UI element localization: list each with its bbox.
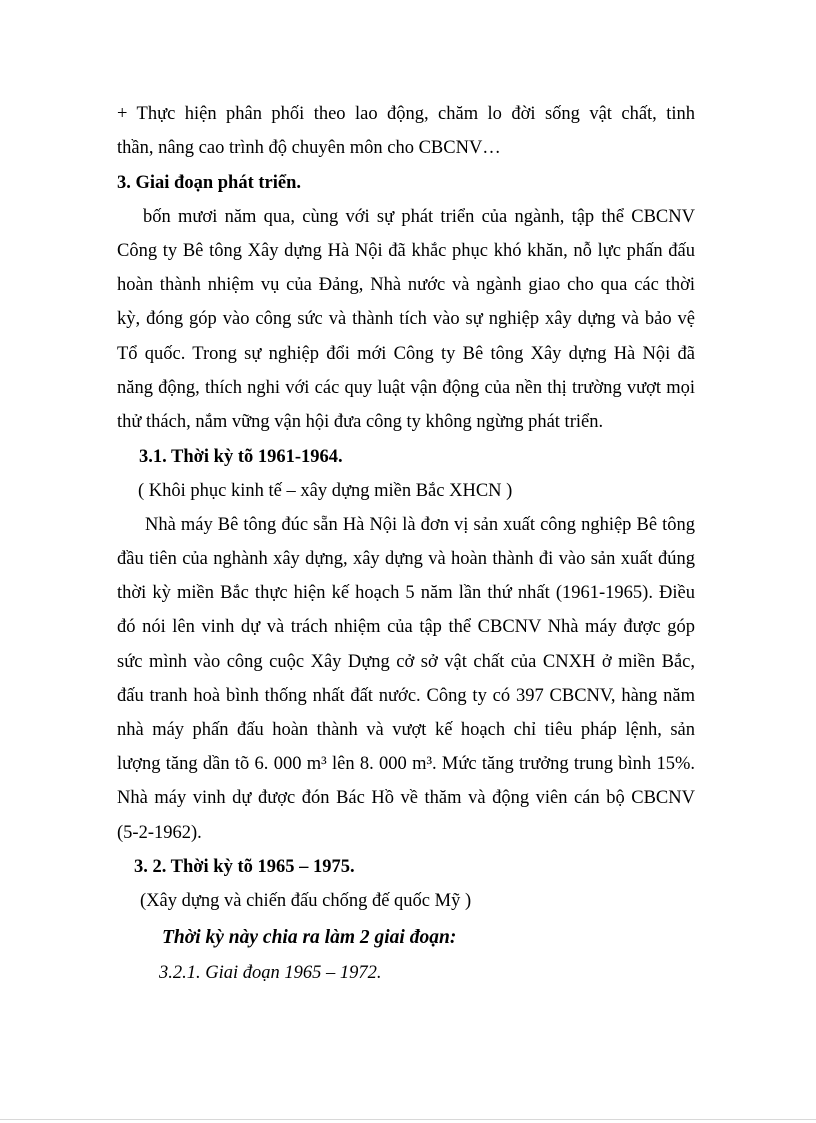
bullet-line-2: thần, nâng cao trình độ chuyên môn cho CBCNV… <box>117 138 501 158</box>
section-3-1-subtitle: ( Khôi phục kinh tế – xây dựng miền Bắc XHCN ) <box>138 481 513 501</box>
paragraph-line: đó nói lên vinh dự và trách nhiệm của tập thể CBCNV Nhà máy được góp <box>117 617 695 637</box>
paragraph-line: sức mình vào công cuộc Xây Dựng cở sở vật chất của CNXH ở miền Bắc, <box>117 652 695 672</box>
bullet-line-1: + Thực hiện phân phối theo lao động, chăm lo đời sống vật chất, tinh <box>117 104 695 124</box>
paragraph-line: kỳ, đóng góp vào công sức và thành tích vào sự nghiệp xây dựng và bảo vệ <box>117 309 695 329</box>
paragraph-line: Công ty Bê tông Xây dựng Hà Nội đã khắc phục khó khăn, nỗ lực phấn đấu <box>117 241 695 261</box>
paragraph-line: hoàn thành nhiệm vụ của Đảng, Nhà nước và ngành giao cho qua các thời <box>117 275 695 295</box>
paragraph-line: nhà máy phấn đấu hoàn thành và vượt kế hoạch chỉ tiêu pháp lệnh, sản <box>117 720 695 740</box>
paragraph-line: lượng tăng dần tõ 6. 000 m³ lên 8. 000 m³. Mức tăng trưởng trung bình 15%. <box>117 754 695 774</box>
page-bottom-rule <box>0 1119 816 1120</box>
section-3-2-heading: 3. 2. Thời kỳ tõ 1965 – 1975. <box>134 857 355 877</box>
paragraph-line: Nhà máy vinh dự được đón Bác Hồ về thăm và động viên cán bộ CBCNV <box>117 788 695 808</box>
paragraph-line: Tổ quốc. Trong sự nghiệp đổi mới Công ty Bê tông Xây dựng Hà Nội đã <box>117 344 695 364</box>
section-3-1-heading: 3.1. Thời kỳ tõ 1961-1964. <box>139 447 343 467</box>
paragraph-line: đấu tranh hoà bình thống nhất đất nước. Công ty có 397 CBCNV, hàng năm <box>117 686 695 706</box>
paragraph-line: thử thách, nắm vững vận hội đưa công ty không ngừng phát triển. <box>117 412 604 432</box>
paragraph-line: (5-2-1962). <box>117 823 202 843</box>
paragraph-line: thời kỳ miền Bắc thực hiện kế hoạch 5 năm lần thứ nhất (1961-1965). Điều <box>117 583 695 603</box>
paragraph-line: Nhà máy Bê tông đúc sẵn Hà Nội là đơn vị sản xuất công nghiệp Bê tông <box>145 515 695 535</box>
periods-emphasis: Thời kỳ này chia ra làm 2 giai đoạn: <box>162 927 457 948</box>
paragraph-line: đầu tiên của nghành xây dựng, xây dựng và hoàn thành đi vào sản xuất đúng <box>117 549 695 569</box>
section-3-heading: 3. Giai đoạn phát triển. <box>117 173 301 193</box>
paragraph-line: năng động, thích nghi với các quy luật vận động của nền thị trường vượt mọi <box>117 378 695 398</box>
section-3-2-subtitle: (Xây dựng và chiến đấu chống đế quốc Mỹ ) <box>140 891 472 911</box>
paragraph-line: bốn mươi năm qua, cùng với sự phát triển của ngành, tập thể CBCNV <box>143 207 695 227</box>
sub-item-3-2-1: 3.2.1. Giai đoạn 1965 – 1972. <box>159 963 382 983</box>
